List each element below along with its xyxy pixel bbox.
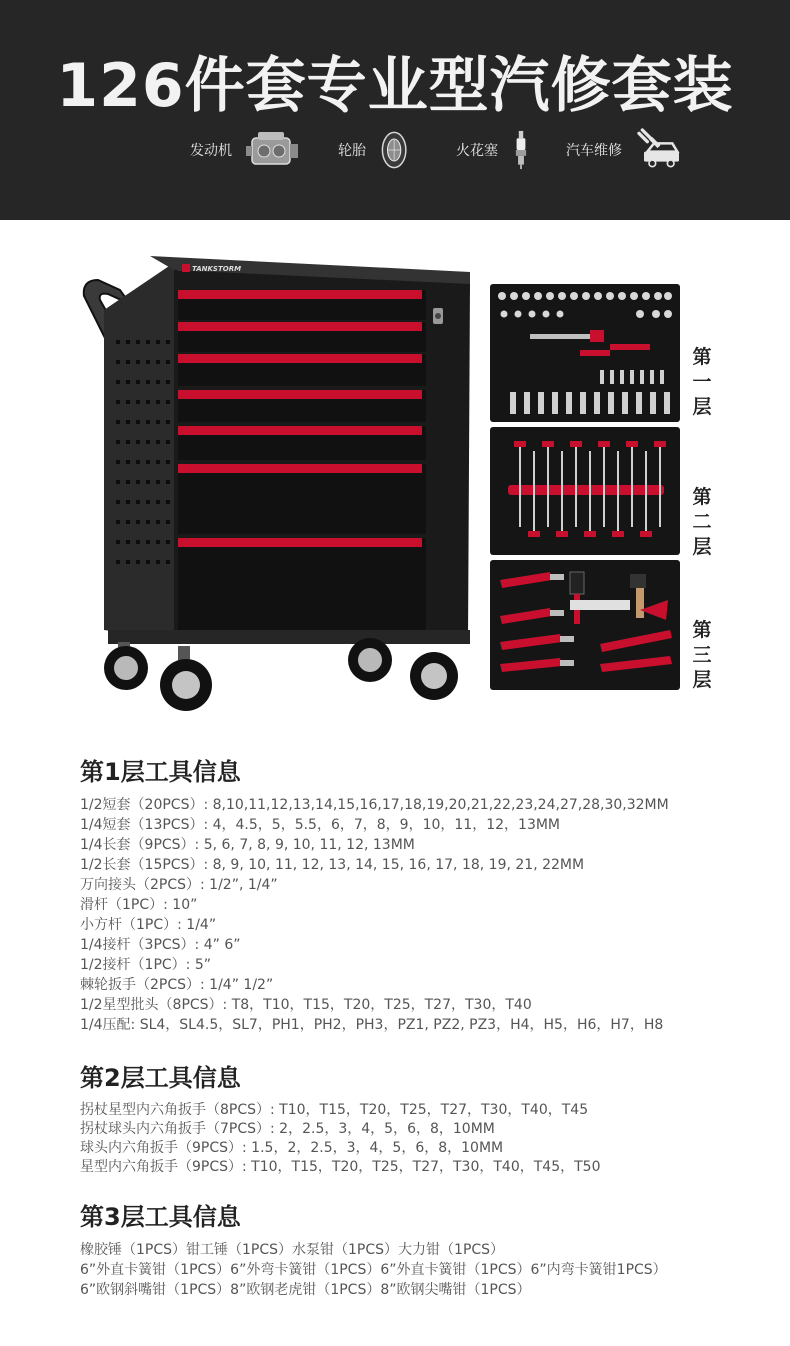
pliers-tray-image [490,560,680,690]
spec-line: 万向接头（2PCS）: 1/2”, 1/4” [80,877,278,893]
spec-line: 滑杆（1PC）: 10” [80,897,198,913]
section-title: 第1层工具信息 [80,758,241,786]
spec-line: 橡胶锤（1PCS）钳工锤（1PCS）水泵钳（1PCS）大力钳（1PCS） [80,1242,505,1258]
sockets-tray-image [490,284,680,422]
caster-wheels [104,638,458,711]
tool-cabinet-image [78,250,488,720]
spec-line: 6”欧钢斜嘴钳（1PCS）8”欧钢老虎钳（1PCS）8”欧钢尖嘴钳（1PCS） [80,1282,531,1298]
layer-3-info [80,1197,667,1300]
tray-layer-3 [490,560,680,690]
spec-line: 1/4压配: SL4，SL4.5，SL7，PH1，PH2，PH3，PZ1, PZ2, PZ3，H4，H5，H6，H7，H8 [80,1017,664,1033]
tray-layer-2 [490,427,680,555]
car-repair-label: 汽车维修 [566,143,622,159]
layer-label-3: 第三层 [692,619,712,691]
brand-logo: TANKSTORM [192,265,242,273]
spec-line: 棘轮扳手（2PCS）: 1/4” 1/2” [80,977,274,993]
layer-label-2: 第二层 [692,486,712,558]
top-banner [0,0,790,220]
banner-title: 126件套专业型汽修套装 [56,51,734,121]
car-repair-icon [634,122,684,178]
spark-plug-icon [510,122,532,178]
spec-line: 1/4长套（9PCS）: 5, 6, 7, 8, 9, 10, 11, 12, 13MM [80,837,415,853]
spec-line: 1/4短套（13PCS）: 4，4.5，5，5.5，6，7，8，9，10，11，12，13MM [80,817,561,833]
tire-icon [378,122,422,178]
section-title: 第2层工具信息 [80,1064,241,1092]
tray-layer-1 [490,284,680,422]
layer-label-1: 第一层 [692,346,712,418]
layer-1-info [80,752,669,1035]
spark-plug-label: 火花塞 [456,143,498,159]
feature-icons-row [190,122,684,178]
spec-line: 拐杖星型内六角扳手（8PCS）: T10，T15，T20，T25，T27，T30，T40，T45 [80,1102,589,1118]
layer-2-info [80,1058,600,1177]
spec-line: 6”外直卡簧钳（1PCS）6”外弯卡簧钳（1PCS）6”外直卡簧钳（1PCS）6”内弯卡簧钳1PCS） [80,1262,667,1278]
engine-icon [244,122,304,178]
spec-line: 星型内六角扳手（9PCS）: T10，T15，T20，T25，T27，T30，T40，T45，T50 [80,1159,601,1175]
spec-line: 拐杖球头内六角扳手（7PCS）: 2，2.5，3，4，5，6，8，10MM [80,1121,495,1137]
spec-line: 1/2短套（20PCS）: 8,10,11,12,13,14,15,16,17,18,19,20,21,22,23,24,27,28,30,32MM [80,797,669,813]
tire-label: 轮胎 [338,143,366,159]
spec-line: 1/4接杆（3PCS）: 4” 6” [80,937,241,953]
spec-line: 球头内六角扳手（9PCS）: 1.5，2，2.5，3，4，5，6，8，10MM [80,1140,504,1156]
spec-line: 1/2星型批头（8PCS）: T8，T10，T15，T20，T25，T27，T30，T40 [80,997,532,1013]
hex-keys-tray-image [490,427,680,555]
engine-label: 发动机 [190,143,232,159]
spec-line: 1/2长套（15PCS）: 8, 9, 10, 11, 12, 13, 14, 15, 16, 17, 18, 19, 21, 22MM [80,857,585,873]
spec-line: 小方杆（1PC）: 1/4” [80,917,217,933]
section-title: 第3层工具信息 [80,1203,241,1231]
spec-line: 1/2接杆（1PC）: 5” [80,957,211,973]
